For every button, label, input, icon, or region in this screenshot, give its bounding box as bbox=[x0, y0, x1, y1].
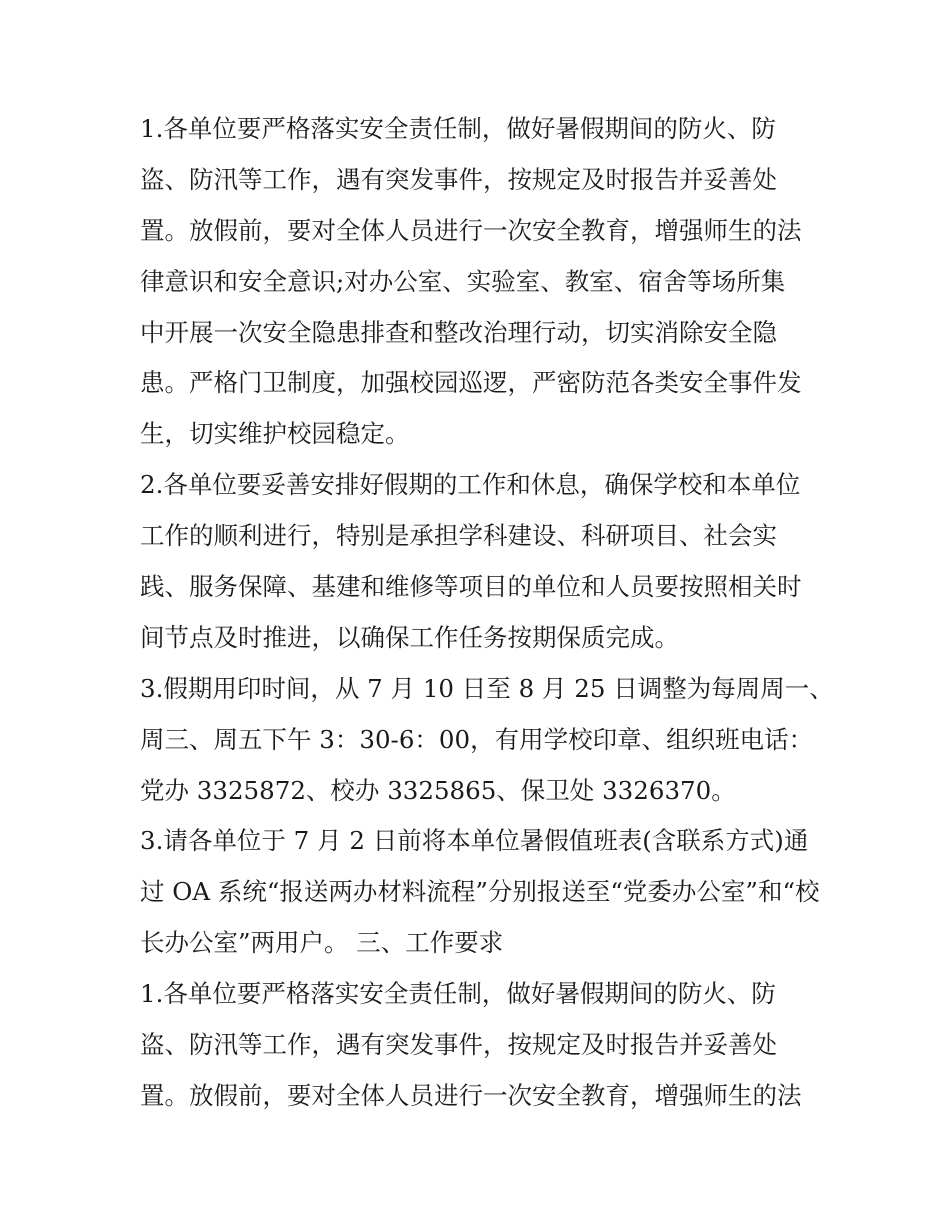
text-line: 置。放假前，要对全体人员进行一次安全教育，增强师生的法 bbox=[140, 215, 802, 245]
text-line: 践、服务保障、基建和维修等项目的单位和人员要按照相关时 bbox=[140, 572, 802, 602]
text-line: 间节点及时推进，以确保工作任务按期保质完成。 bbox=[140, 622, 679, 652]
text-line: 周三、周五下午 3：30-6：00，有用学校印章、组织班电话： bbox=[140, 724, 814, 754]
text-line: 1.各单位要严格落实安全责任制，做好暑假期间的防火、防 bbox=[140, 114, 776, 143]
text-line: 律意识和安全意识;对办公室、实验室、教室、宿舍等场所集 bbox=[140, 266, 786, 296]
text-line: 3.假期用印时间，从 7 月 10 日至 8 月 25 日调整为每周周一、 bbox=[140, 673, 834, 703]
text-line: 过 OA 系统“报送两办材料流程”分别报送至“党委办公室”和“校 bbox=[140, 877, 820, 907]
text-line: 长办公室”两用户。 三、工作要求 bbox=[140, 928, 504, 958]
text-line: 1.各单位要严格落实安全责任制，做好暑假期间的防火、防 bbox=[140, 979, 776, 1009]
text-line: 党办 3325872、校办 3325865、保卫处 3326370。 bbox=[140, 775, 736, 805]
text-line: 患。严格门卫制度，加强校园巡逻，严密防范各类安全事件发 bbox=[140, 368, 802, 398]
document-body bbox=[140, 104, 834, 1122]
text-line: 盗、防汛等工作，遇有突发事件，按规定及时报告并妥善处 bbox=[140, 164, 777, 194]
text-line: 盗、防汛等工作，遇有突发事件，按规定及时报告并妥善处 bbox=[140, 1030, 777, 1060]
text-line: 生，切实维护校园稳定。 bbox=[140, 419, 410, 449]
text-line: 置。放假前，要对全体人员进行一次安全教育，增强师生的法 bbox=[140, 1080, 802, 1110]
text-line: 3.请各单位于 7 月 2 日前将本单位暑假值班表(含联系方式)通 bbox=[140, 826, 809, 856]
text-line: 中开展一次安全隐患排查和整改治理行动，切实消除安全隐 bbox=[140, 317, 777, 347]
text-line: 工作的顺利进行，特别是承担学科建设、科研项目、社会实 bbox=[140, 521, 777, 551]
text-line: 2.各单位要妥善安排好假期的工作和休息，确保学校和本单位 bbox=[140, 470, 801, 500]
